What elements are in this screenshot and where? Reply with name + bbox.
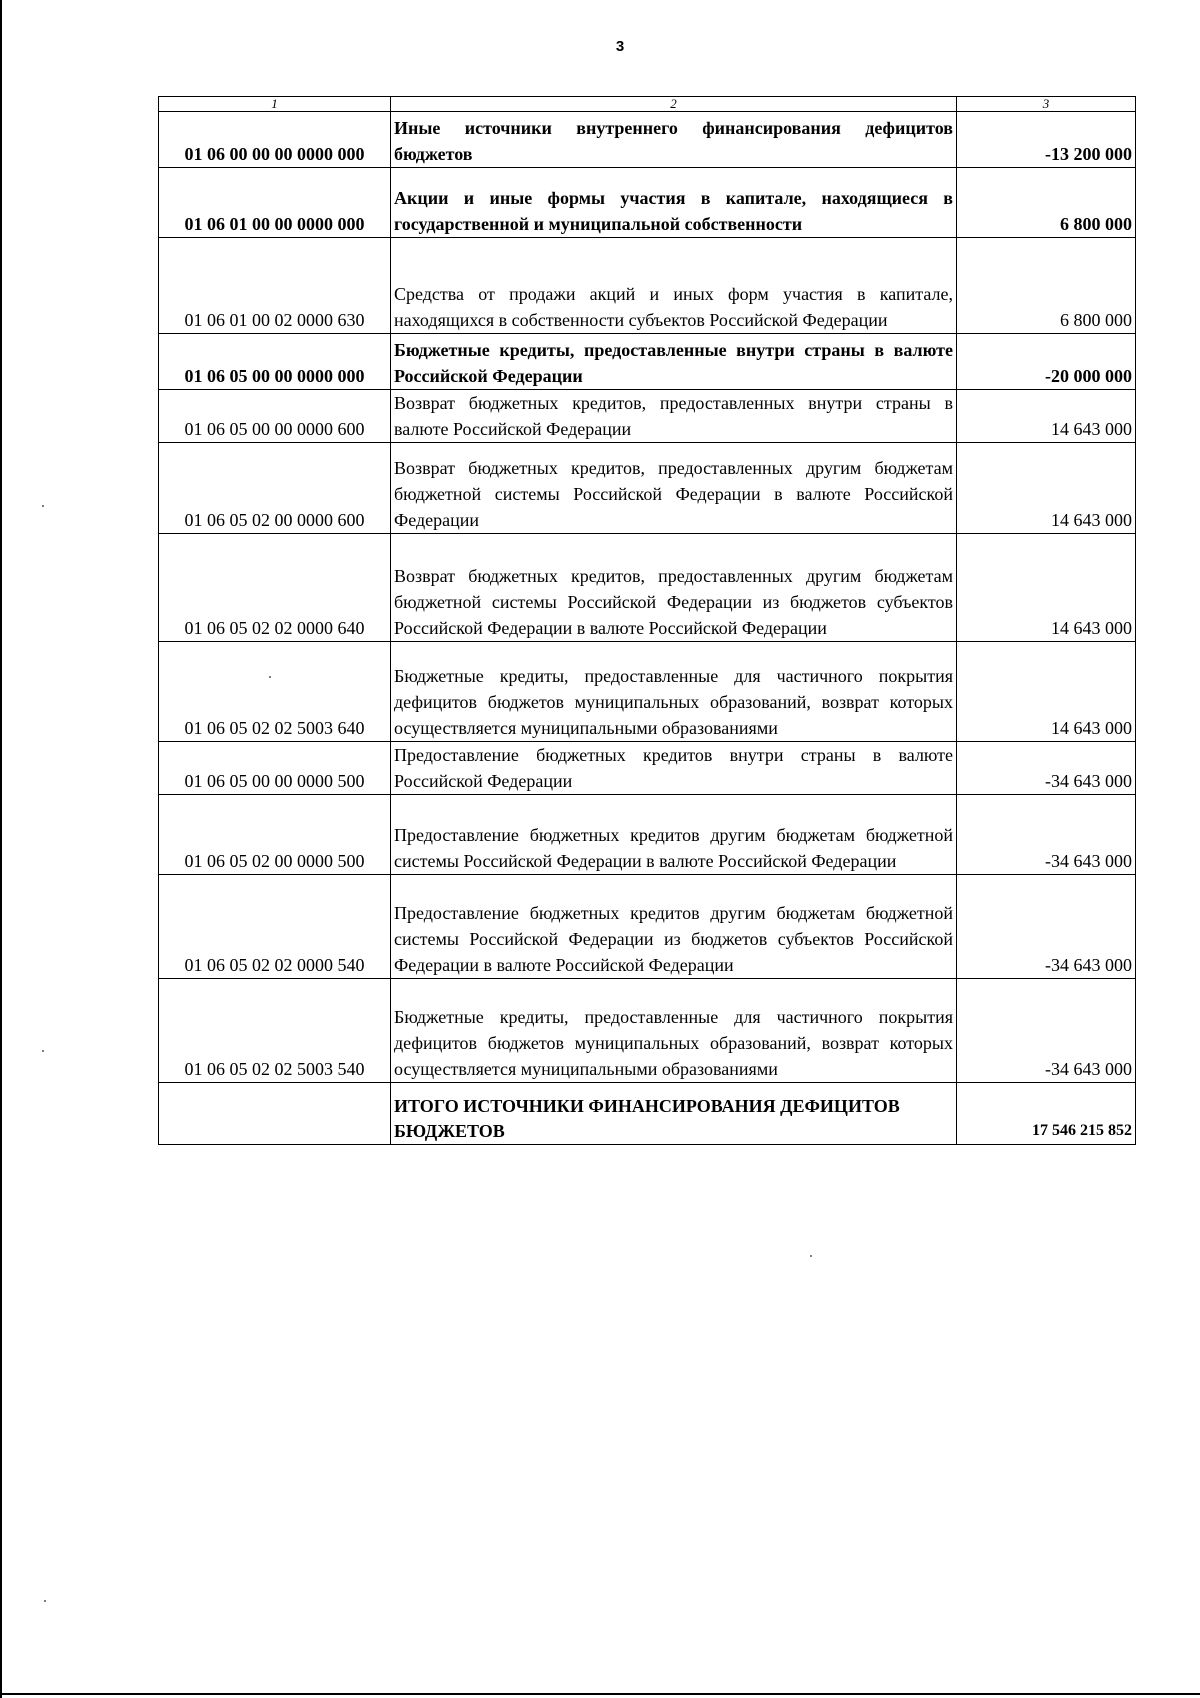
column-number-3: 3 (957, 97, 1136, 112)
row-code: 01 06 05 00 00 0000 000 (159, 334, 391, 390)
row-amount: 14 643 000 (957, 390, 1136, 443)
table-body (159, 112, 1136, 1145)
table-row (159, 168, 1136, 238)
table-row (159, 534, 1136, 642)
row-code: 01 06 05 02 00 0000 600 (159, 443, 391, 534)
row-amount: -34 643 000 (957, 875, 1136, 979)
row-code: 01 06 05 02 02 5003 540 (159, 979, 391, 1083)
row-amount: -13 200 000 (957, 112, 1136, 168)
scan-speck (42, 1050, 44, 1052)
scan-bottom-edge (0, 1693, 1200, 1695)
row-code: 01 06 05 02 02 5003 640 (159, 642, 391, 742)
scan-left-edge (0, 0, 2, 1698)
row-name: Предоставление бюджетных кредитов другим бюджетам бюджетной системы Российской Федерации в валюте Российской Федерации (391, 795, 957, 875)
scan-speck (42, 505, 44, 507)
table-row (159, 443, 1136, 534)
total-amount: 17 546 215 852 (957, 1083, 1136, 1145)
row-name: Предоставление бюджетных кредитов другим бюджетам бюджетной системы Российской Федерации из бюджетов субъектов Российской Федерации в валюте Российской Федерации (391, 875, 957, 979)
row-amount: -34 643 000 (957, 795, 1136, 875)
total-row (159, 1083, 1136, 1145)
column-number-1: 1 (159, 97, 391, 112)
row-amount: 14 643 000 (957, 642, 1136, 742)
row-code: 01 06 00 00 00 0000 000 (159, 112, 391, 168)
row-name: Бюджетные кредиты, предоставленные внутри страны в валюте Российской Федерации (391, 334, 957, 390)
scan-speck (44, 1600, 46, 1602)
row-amount: -34 643 000 (957, 979, 1136, 1083)
budget-sources-table (158, 96, 1136, 1145)
row-name: Бюджетные кредиты, предоставленные для частичного покрытия дефицитов бюджетов муниципальных образований, возврат которых осуществляется муниципальными образованиями (391, 642, 957, 742)
row-code: 01 06 05 02 00 0000 500 (159, 795, 391, 875)
total-label (391, 1083, 957, 1145)
scan-speck (810, 1255, 812, 1257)
total-label-line-1: ИТОГО ИСТОЧНИКИ ФИНАНСИРОВАНИЯ ДЕФИЦИТОВ (394, 1096, 900, 1116)
row-name: Средства от продажи акций и иных форм участия в капитале, находящихся в собственности субъектов Российской Федерации (391, 238, 957, 334)
row-name: Возврат бюджетных кредитов, предоставленных другим бюджетам бюджетной системы Российской Федерации в валюте Российской Федерации (391, 443, 957, 534)
table-row (159, 642, 1136, 742)
table-row (159, 979, 1136, 1083)
row-name: Возврат бюджетных кредитов, предоставленных внутри страны в валюте Российской Федерации (391, 390, 957, 443)
row-code: 01 06 01 00 00 0000 000 (159, 168, 391, 238)
row-code: 01 06 05 00 00 0000 500 (159, 742, 391, 795)
row-amount: -20 000 000 (957, 334, 1136, 390)
row-code: 01 06 01 00 02 0000 630 (159, 238, 391, 334)
row-amount: 14 643 000 (957, 534, 1136, 642)
total-label-line-2: БЮДЖЕТОВ (394, 1121, 505, 1141)
total-code (159, 1083, 391, 1145)
row-amount: 6 800 000 (957, 238, 1136, 334)
page-number: 3 (615, 38, 625, 55)
row-amount: -34 643 000 (957, 742, 1136, 795)
table-row (159, 334, 1136, 390)
table-row (159, 112, 1136, 168)
table-row (159, 742, 1136, 795)
column-number-2: 2 (391, 97, 957, 112)
table-row (159, 390, 1136, 443)
row-amount: 6 800 000 (957, 168, 1136, 238)
row-code: 01 06 05 00 00 0000 600 (159, 390, 391, 443)
row-amount: 14 643 000 (957, 443, 1136, 534)
row-code: 01 06 05 02 02 0000 540 (159, 875, 391, 979)
table-row (159, 795, 1136, 875)
row-name: Предоставление бюджетных кредитов внутри страны в валюте Российской Федерации (391, 742, 957, 795)
row-name: Иные источники внутреннего финансирования дефицитов бюджетов (391, 112, 957, 168)
column-number-row (159, 97, 1136, 112)
row-name: Акции и иные формы участия в капитале, находящиеся в государственной и муниципальной собственности (391, 168, 957, 238)
table-row (159, 875, 1136, 979)
table-row (159, 238, 1136, 334)
row-name: Бюджетные кредиты, предоставленные для частичного покрытия дефицитов бюджетов муниципальных образований, возврат которых осуществляется муниципальными образованиями (391, 979, 957, 1083)
row-code: 01 06 05 02 02 0000 640 (159, 534, 391, 642)
row-name: Возврат бюджетных кредитов, предоставленных другим бюджетам бюджетной системы Российской Федерации из бюджетов субъектов Российской Федерации в валюте Российской Федерации (391, 534, 957, 642)
